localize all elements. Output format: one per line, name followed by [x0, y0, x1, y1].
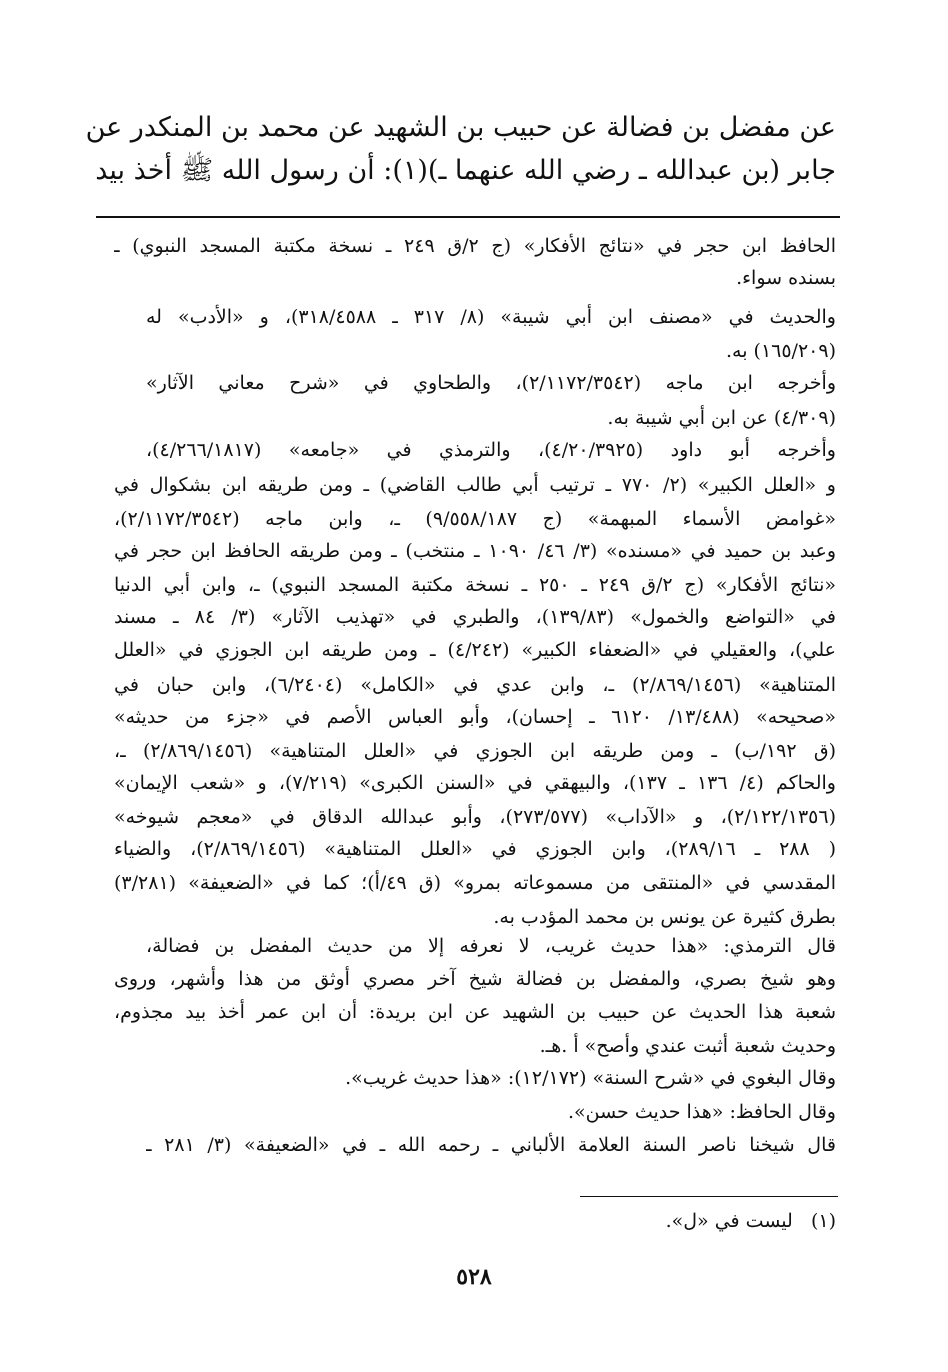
- footnote-line: المقدسي في «المنتقى من مسموعاته بمرو» (ق ٤٩/أ)؛ كما في «الضعيفة» (٣/٢٨١): [114, 872, 836, 894]
- footnote-line: شعبة هذا الحديث عن حبيب بن الشهيد عن ابن بريدة: أن ابن عمر أخذ بيد مجذوم،: [114, 1001, 836, 1023]
- footnote-line: وأخرجه أبو داود (٤/٢٠/٣٩٢٥)، والترمذي في «جامعه» (٤/٢٦٦/١٨١٧)،: [146, 439, 836, 461]
- footnote-line: و «العلل الكبير» (٢/ ٧٧٠ ـ ترتيب أبي طالب القاضي) ـ ومن طريقه ابن بشكوال في: [114, 474, 836, 496]
- footnote-line: ( ٢٨٨ ـ ٢٨٩/١٦)، وابن الجوزي في «العلل المتناهية» (٢/٨٦٩/١٤٥٦)، والضياء: [114, 838, 836, 860]
- footnote-line: وقال البغوي في «شرح السنة» (١٢/١٧٢): «هذا حديث غريب».: [345, 1067, 836, 1089]
- footnote-line: بطرق كثيرة عن يونس بن محمد المؤدب به.: [493, 906, 836, 928]
- footnote-line: علي)، والعقيلي في «الضعفاء الكبير» (٤/٢٤٢) ـ ومن طريقه ابن الجوزي في «العلل: [114, 639, 836, 661]
- main-text-line-2: [95, 147, 836, 195]
- main-text-line-2-text: جابر (بن عبدالله ـ رضي الله عنهما ـ)(١): أن رسول الله ﷺ أخذ بيد: [95, 155, 836, 186]
- footnote-line: في «التواضع والخمول» (١٣٩/٨٣)، والطبري في «تهذيب الآثار» (٣/ ٨٤ ـ مسند: [114, 606, 836, 628]
- footnote-line: والحديث في «مصنف ابن أبي شيبة» (٨/ ٣١٧ ـ ٣١٨/٤٥٨٨)، و «الأدب» له: [146, 306, 836, 328]
- endnote-separator: [580, 1196, 838, 1197]
- footnote-line: الحافظ ابن حجر في «نتائج الأفكار» (ج ٢/ق ٢٤٩ ـ نسخة مكتبة المسجد النبوي) ـ: [114, 235, 836, 257]
- endnote-number: (١): [810, 1210, 836, 1232]
- footnote-line: (ق ١٩٢/ب) ـ ومن طريقه ابن الجوزي في «العلل المتناهية» (٢/٨٦٩/١٤٥٦) ـ،: [114, 740, 836, 762]
- footnote-separator: [96, 216, 840, 218]
- footnote-line: وهو شيخ بصري، والمفضل بن فضالة شيخ آخر مصري أوثق من هذا وأشهر، وروى: [114, 968, 836, 990]
- footnote-line: وحديث شعبة أثبت عندي وأصح» أ .هـ.: [539, 1035, 836, 1057]
- footnote-line: (١٦٥/٢٠٩) به.: [725, 340, 836, 362]
- footnote-line: (٢/١٢٢/١٣٥٦)، و «الآداب» (٢٧٣/٥٧٧)، وأبو عبدالله الدقاق في «معجم شيوخه»: [114, 806, 836, 828]
- footnote-line: والحاكم (٤/ ١٣٦ ـ ١٣٧)، والبيهقي في «السنن الكبرى» (٧/٢١٩)، و «شعب الإيمان»: [114, 772, 836, 794]
- footnote-line: قال الترمذي: «هذا حديث غريب، لا نعرفه إلا من حديث المفضل بن فضالة،: [146, 935, 836, 957]
- footnote-line: «نتائج الأفكار» (ج ٢/ق ٢٤٩ ـ ٢٥٠ ـ نسخة مكتبة المسجد النبوي) ـ، وابن أبي الدنيا: [114, 574, 836, 596]
- footnote-line: بسنده سواء.: [736, 267, 836, 289]
- footnote-line: (٤/٣٠٩) عن ابن أبي شيبة به.: [607, 407, 836, 429]
- page-number: ٥٢٨: [456, 1264, 492, 1290]
- footnote-line: المتناهية» (٢/٨٦٩/١٤٥٦) ـ، وابن عدي في «الكامل» (٦/٢٤٠٤)، وابن حبان في: [114, 674, 836, 696]
- footnote-line: وأخرجه ابن ماجه (٢/١١٧٢/٣٥٤٢)، والطحاوي في «شرح معاني الآثار»: [146, 372, 836, 394]
- main-text-line-1: عن مفضل بن فضالة عن حبيب بن الشهيد عن محمد بن المنكدر عن: [85, 112, 836, 143]
- footnote-line: «صحيحه» (١٣/٤٨٨/ ٦١٢٠ ـ إحسان)، وأبو العباس الأصم في «جزء من حديثه»: [114, 706, 836, 728]
- footnote-line: قال شيخنا ناصر السنة العلامة الألباني ـ رحمه الله ـ في «الضعيفة» (٣/ ٢٨١ ـ: [146, 1134, 836, 1156]
- footnote-line: وعبد بن حميد في «مسنده» (٣/ ٤٦/ ١٠٩٠ ـ منتخب) ـ ومن طريقه الحافظ ابن حجر في: [114, 540, 836, 562]
- footnote-line: «غوامض الأسماء المبهمة» (ج ٩/٥٥٨/١٨٧) ـ، وابن ماجه (٢/١١٧٢/٣٥٤٢)،: [114, 508, 836, 530]
- endnote: [114, 1206, 836, 1236]
- endnote-text: ليست في «ل».: [665, 1210, 793, 1232]
- footnote-line: وقال الحافظ: «هذا حديث حسن».: [567, 1101, 836, 1123]
